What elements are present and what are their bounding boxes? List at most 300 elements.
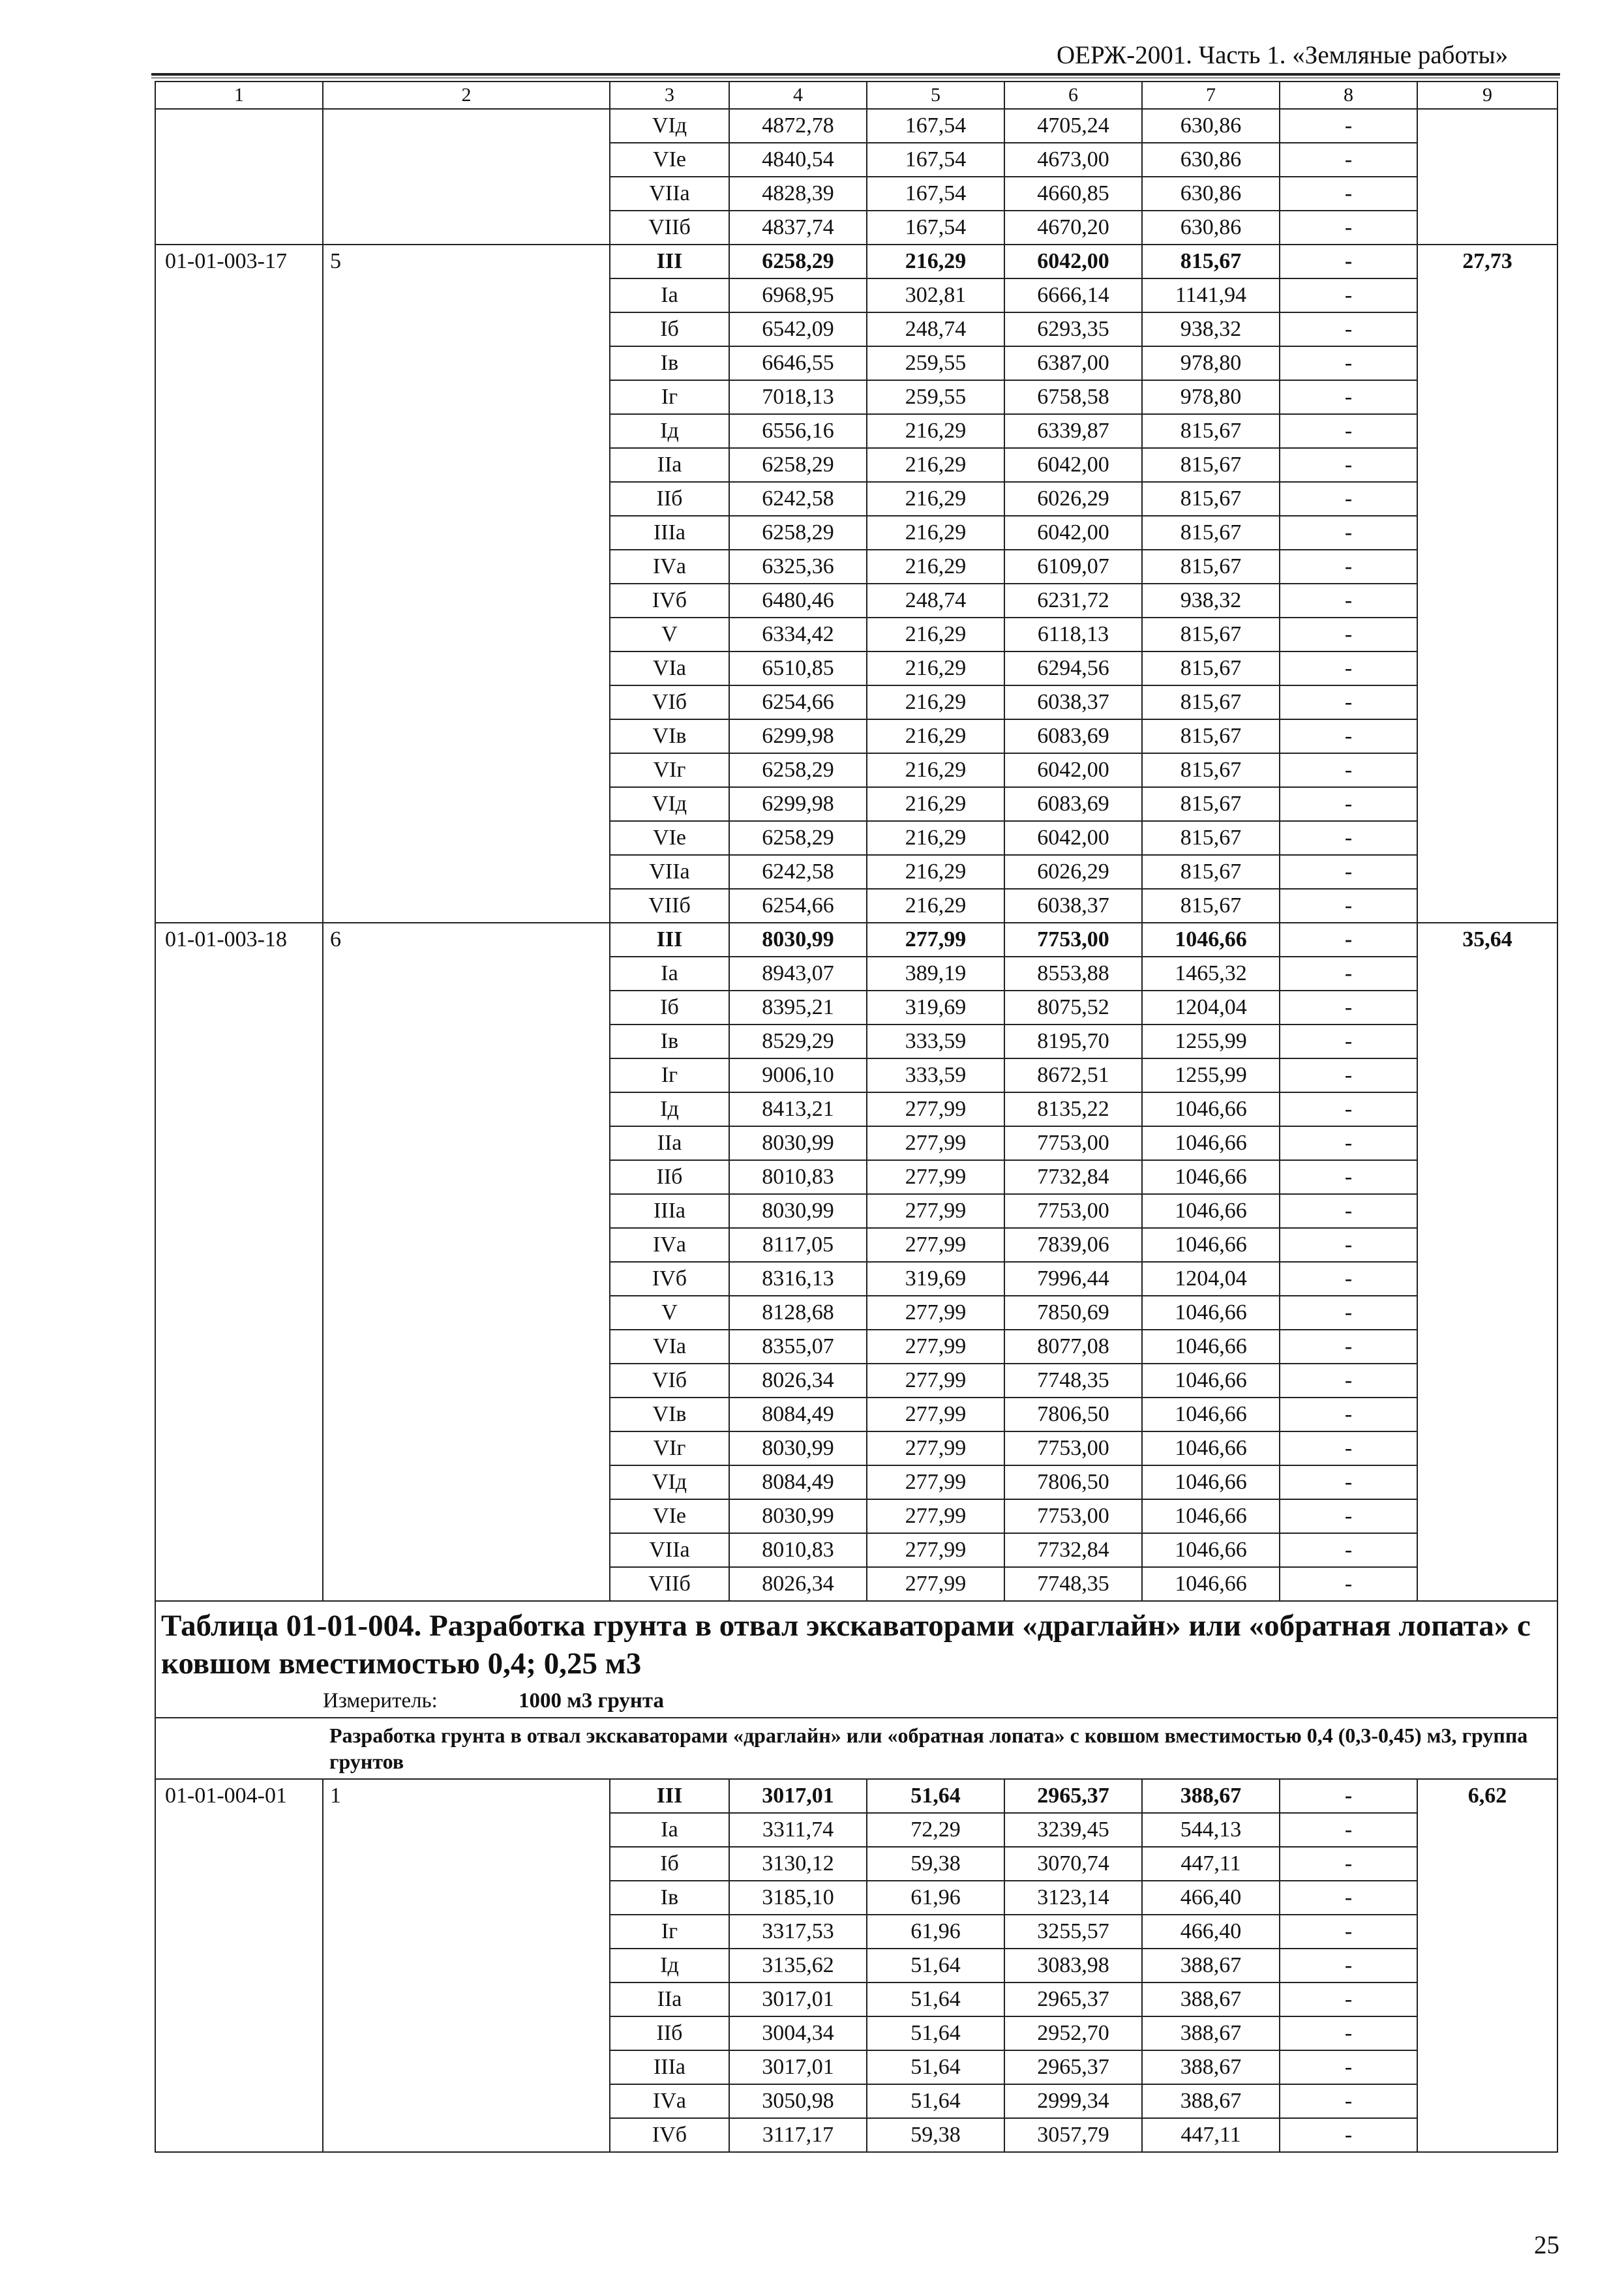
rate-code-cell: 01-01-003-18 <box>155 923 323 1601</box>
wages-cell: 248,74 <box>867 584 1004 618</box>
direct-cost-cell: 7018,13 <box>729 380 867 414</box>
wages-cell: 319,69 <box>867 991 1004 1025</box>
soil-group-cell: IVа <box>610 1228 729 1262</box>
wages-cell: 277,99 <box>867 1567 1004 1601</box>
soil-group-cell: VIе <box>610 143 729 177</box>
soil-group-cell: IVб <box>610 584 729 618</box>
machinist-wages-cell: 1255,99 <box>1142 1058 1280 1092</box>
wages-cell: 277,99 <box>867 1228 1004 1262</box>
machinist-wages-cell: 1046,66 <box>1142 1160 1280 1194</box>
machinist-wages-cell: 815,67 <box>1142 787 1280 821</box>
soil-group-cell: Iд <box>610 1949 729 1982</box>
wages-cell: 216,29 <box>867 516 1004 550</box>
materials-cell: - <box>1280 1126 1417 1160</box>
materials-cell: - <box>1280 1092 1417 1126</box>
machinist-wages-cell: 1465,32 <box>1142 957 1280 991</box>
soil-group-cell: Iв <box>610 1025 729 1058</box>
machinist-wages-cell: 630,86 <box>1142 109 1280 143</box>
machinist-wages-cell: 388,67 <box>1142 1949 1280 1982</box>
direct-cost-cell: 6254,66 <box>729 889 867 923</box>
table-row <box>155 109 1557 143</box>
machine-cost-cell: 6666,14 <box>1004 278 1142 312</box>
machinist-wages-cell: 938,32 <box>1142 584 1280 618</box>
wages-cell: 216,29 <box>867 753 1004 787</box>
materials-cell: - <box>1280 2050 1417 2084</box>
wages-cell: 277,99 <box>867 1092 1004 1126</box>
machinist-wages-cell: 1046,66 <box>1142 1194 1280 1228</box>
soil-group-cell: Iб <box>610 1847 729 1881</box>
direct-cost-cell: 8030,99 <box>729 923 867 957</box>
wages-cell: 248,74 <box>867 312 1004 346</box>
wages-cell: 59,38 <box>867 1847 1004 1881</box>
machine-cost-cell: 6758,58 <box>1004 380 1142 414</box>
machinist-wages-cell: 1046,66 <box>1142 1398 1280 1431</box>
soil-group-cell: VIIб <box>610 889 729 923</box>
machinist-wages-cell: 466,40 <box>1142 1915 1280 1949</box>
machinist-wages-cell: 978,80 <box>1142 346 1280 380</box>
labor-cost-cell: 27,73 <box>1417 245 1557 923</box>
wages-cell: 51,64 <box>867 1982 1004 2016</box>
direct-cost-cell: 6325,36 <box>729 550 867 584</box>
machinist-wages-cell: 1046,66 <box>1142 1533 1280 1567</box>
direct-cost-cell: 3311,74 <box>729 1813 867 1847</box>
soil-group-cell: Iв <box>610 346 729 380</box>
direct-cost-cell: 8128,68 <box>729 1296 867 1330</box>
machine-cost-cell: 6294,56 <box>1004 651 1142 685</box>
wages-cell: 277,99 <box>867 1465 1004 1499</box>
machine-cost-cell: 3070,74 <box>1004 1847 1142 1881</box>
table-row <box>155 245 1557 278</box>
soil-group-cell: Iб <box>610 312 729 346</box>
machine-cost-cell: 3083,98 <box>1004 1949 1142 1982</box>
machine-cost-cell: 8135,22 <box>1004 1092 1142 1126</box>
machine-cost-cell: 6083,69 <box>1004 719 1142 753</box>
machine-cost-cell: 7753,00 <box>1004 1499 1142 1533</box>
column-header: 7 <box>1142 82 1280 109</box>
machinist-wages-cell: 1046,66 <box>1142 1431 1280 1465</box>
direct-cost-cell: 8355,07 <box>729 1330 867 1364</box>
machinist-wages-cell: 388,67 <box>1142 1982 1280 2016</box>
direct-cost-cell: 4840,54 <box>729 143 867 177</box>
machinist-wages-cell: 388,67 <box>1142 2050 1280 2084</box>
direct-cost-cell: 8395,21 <box>729 991 867 1025</box>
machine-cost-cell: 7753,00 <box>1004 1194 1142 1228</box>
wages-cell: 216,29 <box>867 651 1004 685</box>
wages-cell: 59,38 <box>867 2118 1004 2152</box>
machinist-wages-cell: 815,67 <box>1142 245 1280 278</box>
materials-cell: - <box>1280 1465 1417 1499</box>
soil-group-cell: IIа <box>610 1982 729 2016</box>
soil-group-cell: VIд <box>610 109 729 143</box>
soil-group-cell: VIд <box>610 1465 729 1499</box>
machine-cost-cell: 3255,57 <box>1004 1915 1142 1949</box>
machine-cost-cell: 8195,70 <box>1004 1025 1142 1058</box>
wages-cell: 277,99 <box>867 1364 1004 1398</box>
item-number-cell: 1 <box>323 1779 610 2152</box>
machinist-wages-cell: 815,67 <box>1142 651 1280 685</box>
materials-cell: - <box>1280 1982 1417 2016</box>
labor-cost-cell <box>1417 109 1557 245</box>
machine-cost-cell: 7806,50 <box>1004 1465 1142 1499</box>
machine-cost-cell: 8672,51 <box>1004 1058 1142 1092</box>
machinist-wages-cell: 466,40 <box>1142 1881 1280 1915</box>
item-number-cell <box>323 109 610 245</box>
machinist-wages-cell: 938,32 <box>1142 312 1280 346</box>
soil-group-cell: Iд <box>610 1092 729 1126</box>
soil-group-cell: IVб <box>610 2118 729 2152</box>
materials-cell: - <box>1280 1431 1417 1465</box>
machine-cost-cell: 4660,85 <box>1004 177 1142 211</box>
machine-cost-cell: 7748,35 <box>1004 1364 1142 1398</box>
machinist-wages-cell: 815,67 <box>1142 618 1280 651</box>
direct-cost-cell: 8030,99 <box>729 1194 867 1228</box>
wages-cell: 216,29 <box>867 889 1004 923</box>
wages-cell: 167,54 <box>867 109 1004 143</box>
soil-group-cell: IIIа <box>610 2050 729 2084</box>
materials-cell: - <box>1280 1194 1417 1228</box>
soil-group-cell: Iв <box>610 1881 729 1915</box>
direct-cost-cell: 3135,62 <box>729 1949 867 1982</box>
materials-cell: - <box>1280 1262 1417 1296</box>
soil-group-cell: VIд <box>610 787 729 821</box>
direct-cost-cell: 8010,83 <box>729 1160 867 1194</box>
wages-cell: 167,54 <box>867 143 1004 177</box>
soil-group-cell: IIа <box>610 1126 729 1160</box>
soil-group-cell: IIб <box>610 2016 729 2050</box>
direct-cost-cell: 8413,21 <box>729 1092 867 1126</box>
materials-cell: - <box>1280 1364 1417 1398</box>
direct-cost-cell: 8026,34 <box>729 1364 867 1398</box>
direct-cost-cell: 6258,29 <box>729 753 867 787</box>
wages-cell: 216,29 <box>867 482 1004 516</box>
machine-cost-cell: 6293,35 <box>1004 312 1142 346</box>
item-number-cell: 6 <box>323 923 610 1601</box>
materials-cell: - <box>1280 1949 1417 1982</box>
materials-cell: - <box>1280 1813 1417 1847</box>
subsection-cell: Разработка грунта в отвал экскаваторами «драглайн» или «обратная лопата» с ковшом вместимостью 0,4 (0,3-0,45) м3, группа грунтов <box>323 1718 1557 1779</box>
wages-cell: 277,99 <box>867 1330 1004 1364</box>
soil-group-cell: III <box>610 1779 729 1813</box>
machinist-wages-cell: 815,67 <box>1142 821 1280 855</box>
materials-cell: - <box>1280 1228 1417 1262</box>
machine-cost-cell: 4673,00 <box>1004 143 1142 177</box>
machinist-wages-cell: 1204,04 <box>1142 1262 1280 1296</box>
direct-cost-cell: 8529,29 <box>729 1025 867 1058</box>
wages-cell: 277,99 <box>867 1533 1004 1567</box>
machinist-wages-cell: 1046,66 <box>1142 923 1280 957</box>
machinist-wages-cell: 815,67 <box>1142 448 1280 482</box>
direct-cost-cell: 6542,09 <box>729 312 867 346</box>
direct-cost-cell: 6968,95 <box>729 278 867 312</box>
direct-cost-cell: 4828,39 <box>729 177 867 211</box>
machine-cost-cell: 7748,35 <box>1004 1567 1142 1601</box>
direct-cost-cell: 8030,99 <box>729 1431 867 1465</box>
direct-cost-cell: 3050,98 <box>729 2084 867 2118</box>
soil-group-cell: Iд <box>610 414 729 448</box>
machine-cost-cell: 6118,13 <box>1004 618 1142 651</box>
wages-cell: 389,19 <box>867 957 1004 991</box>
materials-cell: - <box>1280 855 1417 889</box>
machinist-wages-cell: 815,67 <box>1142 414 1280 448</box>
materials-cell: - <box>1280 2016 1417 2050</box>
machine-cost-cell: 6339,87 <box>1004 414 1142 448</box>
machinist-wages-cell: 388,67 <box>1142 2084 1280 2118</box>
materials-cell: - <box>1280 1296 1417 1330</box>
soil-group-cell: VIб <box>610 1364 729 1398</box>
soil-group-cell: IVб <box>610 1262 729 1296</box>
direct-cost-cell: 8084,49 <box>729 1398 867 1431</box>
soil-group-cell: Iг <box>610 1058 729 1092</box>
machinist-wages-cell: 388,67 <box>1142 2016 1280 2050</box>
wages-cell: 216,29 <box>867 550 1004 584</box>
machine-cost-cell: 7753,00 <box>1004 923 1142 957</box>
wages-cell: 216,29 <box>867 719 1004 753</box>
materials-cell: - <box>1280 2118 1417 2152</box>
wages-cell: 216,29 <box>867 685 1004 719</box>
machine-cost-cell: 7753,00 <box>1004 1126 1142 1160</box>
wages-cell: 61,96 <box>867 1915 1004 1949</box>
direct-cost-cell: 8117,05 <box>729 1228 867 1262</box>
machine-cost-cell: 3239,45 <box>1004 1813 1142 1847</box>
column-header-row <box>155 82 1557 109</box>
meter-label: Измеритель: <box>323 1689 438 1713</box>
direct-cost-cell: 6258,29 <box>729 821 867 855</box>
soil-group-cell: IIб <box>610 482 729 516</box>
direct-cost-cell: 3130,12 <box>729 1847 867 1881</box>
direct-cost-cell: 3185,10 <box>729 1881 867 1915</box>
materials-cell: - <box>1280 346 1417 380</box>
wages-cell: 51,64 <box>867 2050 1004 2084</box>
soil-group-cell: VIв <box>610 719 729 753</box>
wages-cell: 51,64 <box>867 2016 1004 2050</box>
wages-cell: 333,59 <box>867 1058 1004 1092</box>
materials-cell: - <box>1280 1025 1417 1058</box>
machine-cost-cell: 6042,00 <box>1004 821 1142 855</box>
machine-cost-cell: 6042,00 <box>1004 753 1142 787</box>
machine-cost-cell: 7806,50 <box>1004 1398 1142 1431</box>
machinist-wages-cell: 630,86 <box>1142 177 1280 211</box>
direct-cost-cell: 3017,01 <box>729 1779 867 1813</box>
wages-cell: 167,54 <box>867 211 1004 245</box>
materials-cell: - <box>1280 1915 1417 1949</box>
direct-cost-cell: 8030,99 <box>729 1499 867 1533</box>
direct-cost-cell: 6334,42 <box>729 618 867 651</box>
rate-code-cell: 01-01-004-01 <box>155 1779 323 2152</box>
wages-cell: 72,29 <box>867 1813 1004 1847</box>
machinist-wages-cell: 815,67 <box>1142 516 1280 550</box>
soil-group-cell: VIг <box>610 1431 729 1465</box>
soil-group-cell: Iа <box>610 957 729 991</box>
materials-cell: - <box>1280 1847 1417 1881</box>
materials-cell: - <box>1280 1330 1417 1364</box>
machine-cost-cell: 3057,79 <box>1004 2118 1142 2152</box>
materials-cell: - <box>1280 651 1417 685</box>
machine-cost-cell: 8553,88 <box>1004 957 1142 991</box>
direct-cost-cell: 6242,58 <box>729 482 867 516</box>
machine-cost-cell: 6109,07 <box>1004 550 1142 584</box>
wages-cell: 216,29 <box>867 821 1004 855</box>
machine-cost-cell: 6038,37 <box>1004 889 1142 923</box>
machine-cost-cell: 2965,37 <box>1004 2050 1142 2084</box>
machinist-wages-cell: 388,67 <box>1142 1779 1280 1813</box>
machine-cost-cell: 6026,29 <box>1004 482 1142 516</box>
machinist-wages-cell: 447,11 <box>1142 1847 1280 1881</box>
wages-cell: 216,29 <box>867 787 1004 821</box>
column-header: 4 <box>729 82 867 109</box>
materials-cell: - <box>1280 1567 1417 1601</box>
materials-cell: - <box>1280 1499 1417 1533</box>
materials-cell: - <box>1280 414 1417 448</box>
soil-group-cell: III <box>610 923 729 957</box>
wages-cell: 216,29 <box>867 618 1004 651</box>
soil-group-cell: IIа <box>610 448 729 482</box>
direct-cost-cell: 3017,01 <box>729 1982 867 2016</box>
materials-cell: - <box>1280 1160 1417 1194</box>
empty-cell <box>155 1718 323 1779</box>
machine-cost-cell: 7732,84 <box>1004 1533 1142 1567</box>
machinist-wages-cell: 1046,66 <box>1142 1567 1280 1601</box>
materials-cell: - <box>1280 1058 1417 1092</box>
column-header: 1 <box>155 82 323 109</box>
machinist-wages-cell: 1046,66 <box>1142 1228 1280 1262</box>
machine-cost-cell: 6231,72 <box>1004 584 1142 618</box>
meter-value: 1000 м3 грунта <box>519 1689 665 1713</box>
direct-cost-cell: 8316,13 <box>729 1262 867 1296</box>
soil-group-cell: VIб <box>610 685 729 719</box>
wages-cell: 277,99 <box>867 1499 1004 1533</box>
soil-group-cell: Iа <box>610 1813 729 1847</box>
direct-cost-cell: 6258,29 <box>729 245 867 278</box>
soil-group-cell: IVа <box>610 550 729 584</box>
machine-cost-cell: 2952,70 <box>1004 2016 1142 2050</box>
soil-group-cell: IIб <box>610 1160 729 1194</box>
machinist-wages-cell: 1141,94 <box>1142 278 1280 312</box>
soil-group-cell: VIа <box>610 651 729 685</box>
materials-cell: - <box>1280 685 1417 719</box>
direct-cost-cell: 3004,34 <box>729 2016 867 2050</box>
materials-cell: - <box>1280 1533 1417 1567</box>
direct-cost-cell: 6510,85 <box>729 651 867 685</box>
direct-cost-cell: 8943,07 <box>729 957 867 991</box>
column-header: 9 <box>1417 82 1557 109</box>
direct-cost-cell: 6254,66 <box>729 685 867 719</box>
materials-cell: - <box>1280 245 1417 278</box>
machine-cost-cell: 2999,34 <box>1004 2084 1142 2118</box>
machine-cost-cell: 7732,84 <box>1004 1160 1142 1194</box>
direct-cost-cell: 3017,01 <box>729 2050 867 2084</box>
materials-cell: - <box>1280 516 1417 550</box>
materials-cell: - <box>1280 143 1417 177</box>
machinist-wages-cell: 1046,66 <box>1142 1364 1280 1398</box>
wages-cell: 61,96 <box>867 1881 1004 1915</box>
machinist-wages-cell: 815,67 <box>1142 889 1280 923</box>
rate-code-cell: 01-01-003-17 <box>155 245 323 923</box>
materials-cell: - <box>1280 109 1417 143</box>
machine-cost-cell: 3123,14 <box>1004 1881 1142 1915</box>
soil-group-cell: Iг <box>610 380 729 414</box>
soil-group-cell: IIIа <box>610 516 729 550</box>
machinist-wages-cell: 815,67 <box>1142 753 1280 787</box>
wages-cell: 167,54 <box>867 177 1004 211</box>
machine-cost-cell: 6042,00 <box>1004 245 1142 278</box>
materials-cell: - <box>1280 2084 1417 2118</box>
wages-cell: 259,55 <box>867 346 1004 380</box>
machinist-wages-cell: 1046,66 <box>1142 1126 1280 1160</box>
direct-cost-cell: 6258,29 <box>729 516 867 550</box>
direct-cost-cell: 4837,74 <box>729 211 867 245</box>
soil-group-cell: III <box>610 245 729 278</box>
machine-cost-cell: 2965,37 <box>1004 1982 1142 2016</box>
machinist-wages-cell: 1046,66 <box>1142 1092 1280 1126</box>
soil-group-cell: VIIб <box>610 1567 729 1601</box>
machine-cost-cell: 8077,08 <box>1004 1330 1142 1364</box>
machinist-wages-cell: 815,67 <box>1142 719 1280 753</box>
materials-cell: - <box>1280 584 1417 618</box>
table-row <box>155 1779 1557 1813</box>
machine-cost-cell: 6387,00 <box>1004 346 1142 380</box>
machine-cost-cell: 8075,52 <box>1004 991 1142 1025</box>
machinist-wages-cell: 1046,66 <box>1142 1465 1280 1499</box>
wages-cell: 259,55 <box>867 380 1004 414</box>
materials-cell: - <box>1280 719 1417 753</box>
column-header: 3 <box>610 82 729 109</box>
machine-cost-cell: 4705,24 <box>1004 109 1142 143</box>
materials-cell: - <box>1280 821 1417 855</box>
soil-group-cell: IIIа <box>610 1194 729 1228</box>
machine-cost-cell: 2965,37 <box>1004 1779 1142 1813</box>
machine-cost-cell: 4670,20 <box>1004 211 1142 245</box>
direct-cost-cell: 6556,16 <box>729 414 867 448</box>
table-row <box>155 923 1557 957</box>
table-title-row <box>155 1601 1557 1718</box>
machinist-wages-cell: 544,13 <box>1142 1813 1280 1847</box>
wages-cell: 277,99 <box>867 923 1004 957</box>
materials-cell: - <box>1280 1398 1417 1431</box>
machine-cost-cell: 6042,00 <box>1004 448 1142 482</box>
column-header: 2 <box>323 82 610 109</box>
soil-group-cell: VIIа <box>610 1533 729 1567</box>
soil-group-cell: V <box>610 618 729 651</box>
wages-cell: 51,64 <box>867 2084 1004 2118</box>
materials-cell: - <box>1280 550 1417 584</box>
materials-cell: - <box>1280 787 1417 821</box>
wages-cell: 277,99 <box>867 1398 1004 1431</box>
materials-cell: - <box>1280 482 1417 516</box>
materials-cell: - <box>1280 177 1417 211</box>
direct-cost-cell: 8010,83 <box>729 1533 867 1567</box>
soil-group-cell: VIв <box>610 1398 729 1431</box>
column-header: 8 <box>1280 82 1417 109</box>
soil-group-cell: V <box>610 1296 729 1330</box>
wages-cell: 319,69 <box>867 1262 1004 1296</box>
wages-cell: 277,99 <box>867 1160 1004 1194</box>
machinist-wages-cell: 1255,99 <box>1142 1025 1280 1058</box>
subsection-row <box>155 1718 1557 1779</box>
wages-cell: 216,29 <box>867 855 1004 889</box>
direct-cost-cell: 6299,98 <box>729 787 867 821</box>
machinist-wages-cell: 815,67 <box>1142 855 1280 889</box>
wages-cell: 51,64 <box>867 1949 1004 1982</box>
materials-cell: - <box>1280 448 1417 482</box>
direct-cost-cell: 6480,46 <box>729 584 867 618</box>
materials-cell: - <box>1280 991 1417 1025</box>
machinist-wages-cell: 815,67 <box>1142 550 1280 584</box>
rates-table <box>155 81 1558 2153</box>
machinist-wages-cell: 978,80 <box>1142 380 1280 414</box>
direct-cost-cell: 8084,49 <box>729 1465 867 1499</box>
wages-cell: 51,64 <box>867 1779 1004 1813</box>
direct-cost-cell: 6242,58 <box>729 855 867 889</box>
